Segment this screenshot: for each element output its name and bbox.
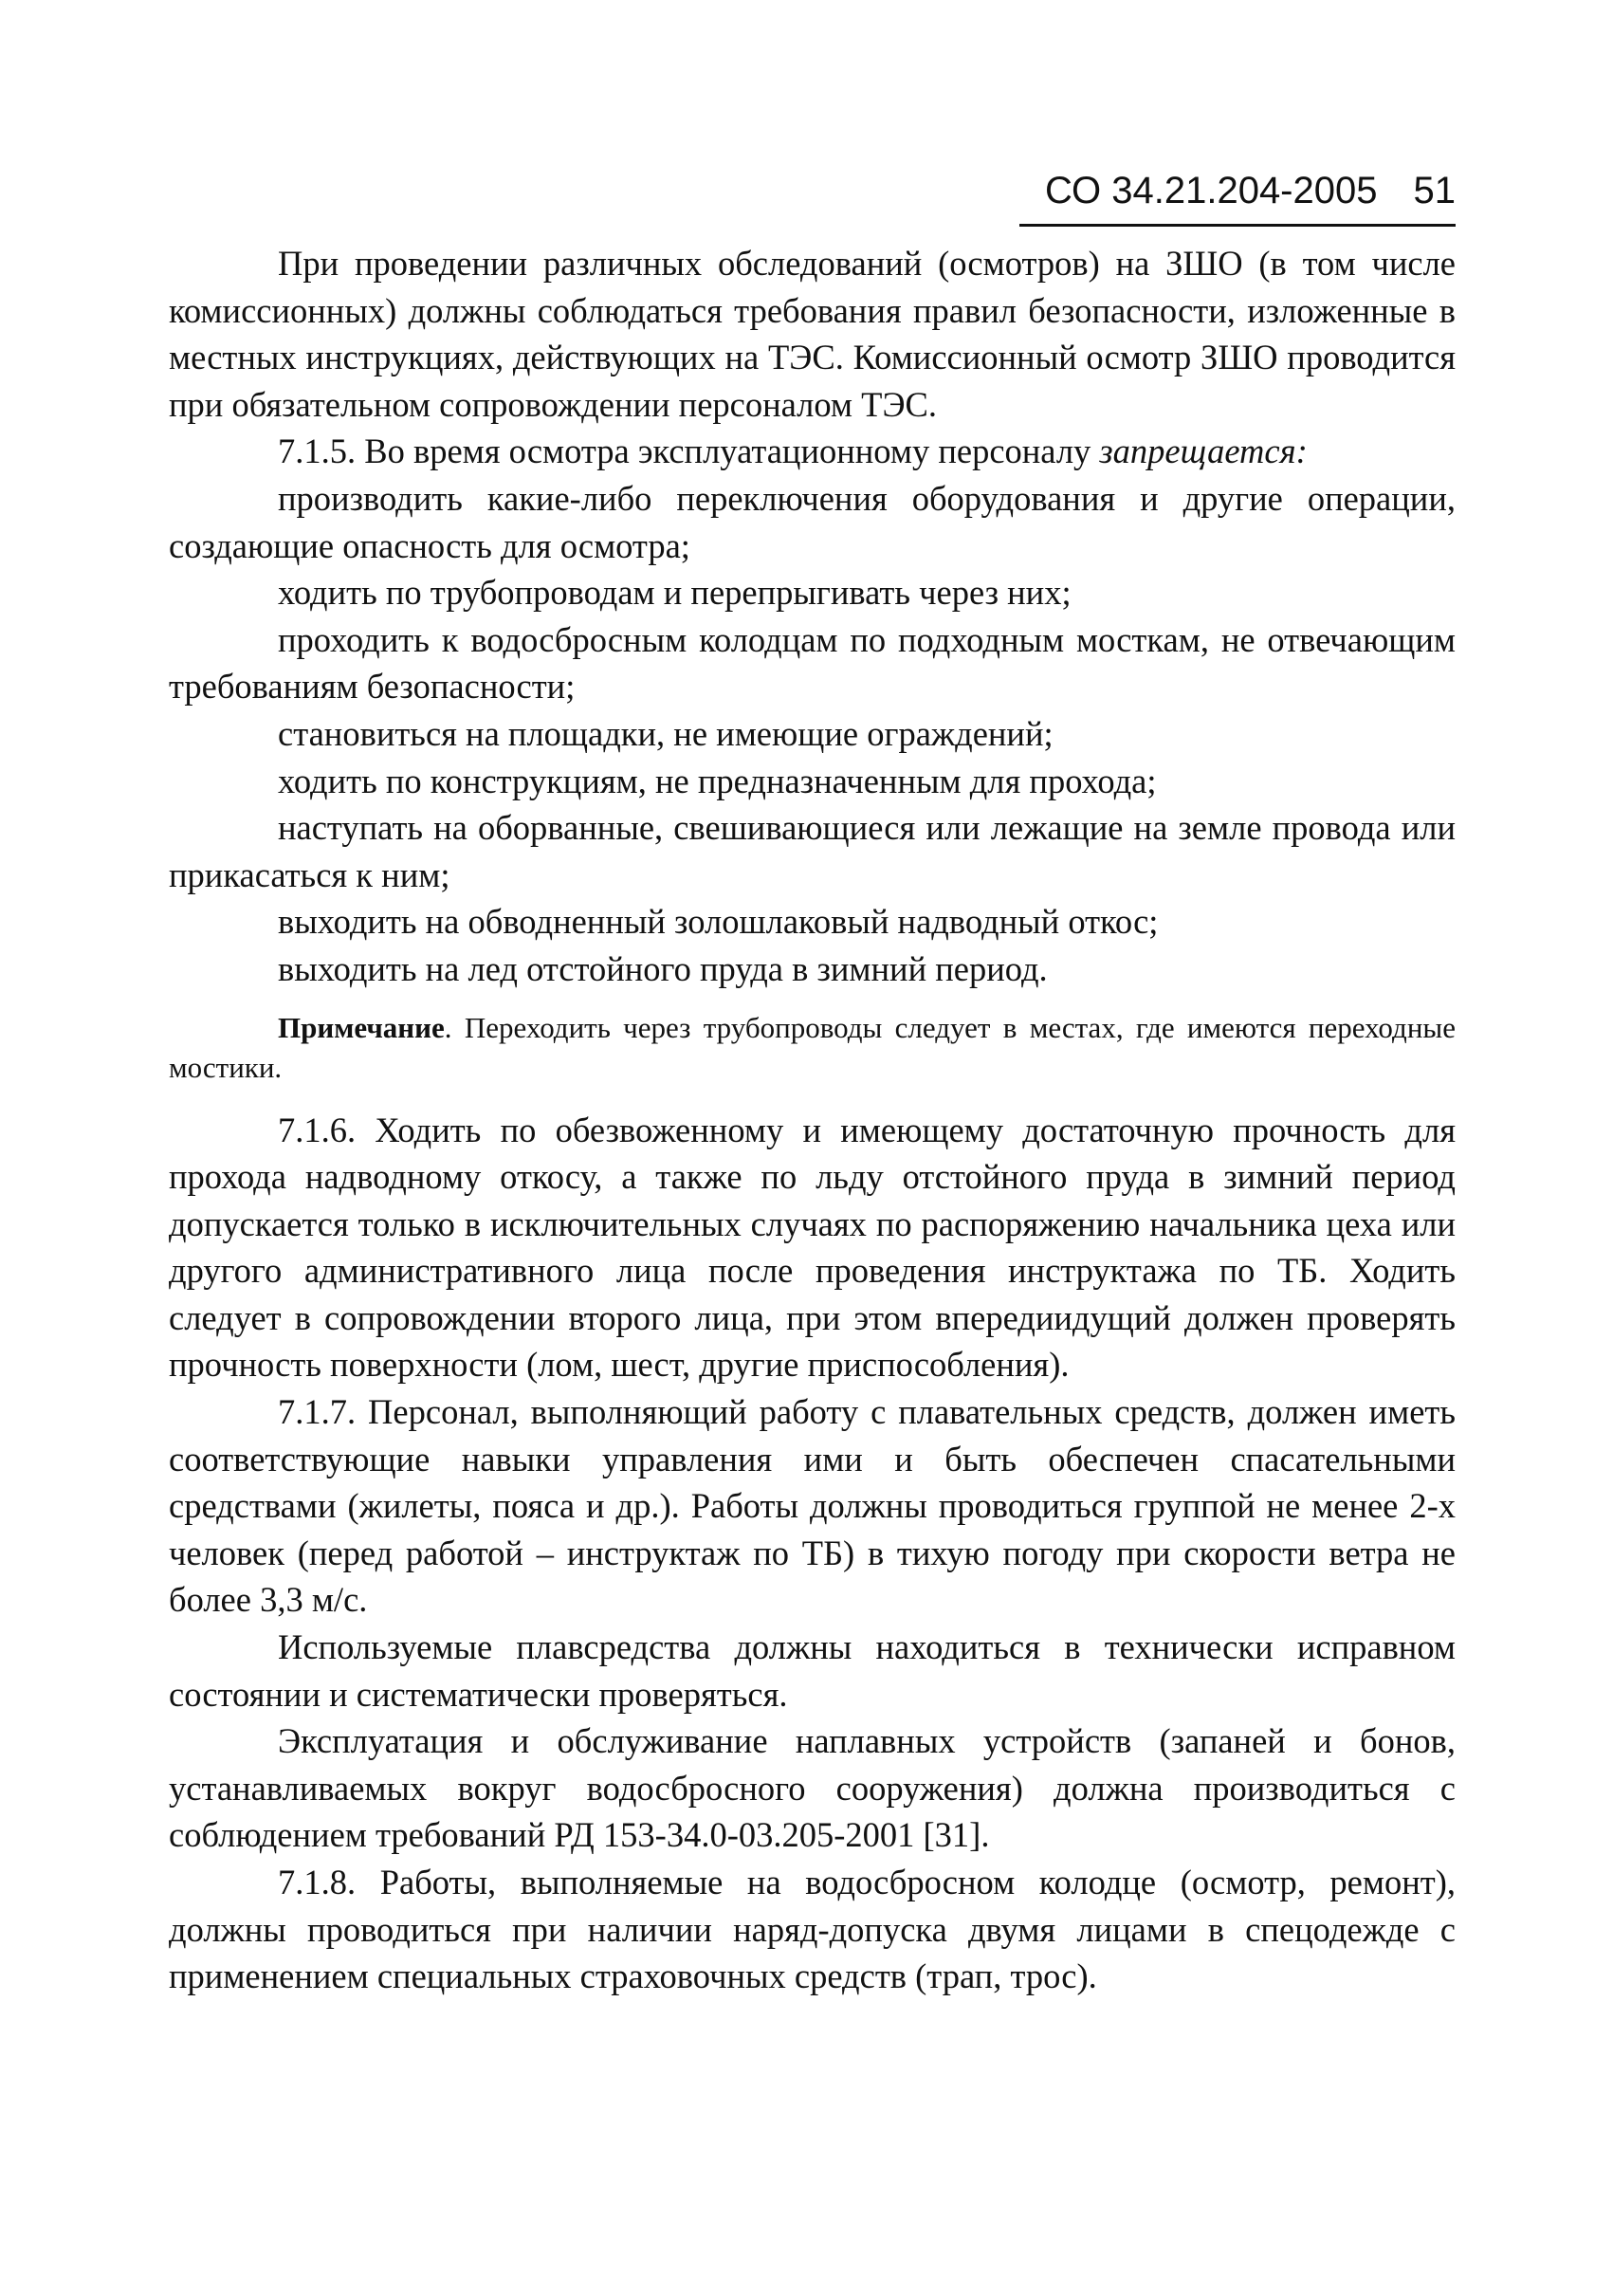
- prohibited-item: выходить на лед отстойного пруда в зимний период.: [278, 948, 1048, 988]
- prohibited-emphasis: запрещается:: [1099, 432, 1308, 471]
- prohibited-item: ходить по конструкциям, не предназначенным для прохода;: [278, 761, 1157, 800]
- paragraph-booms: Эксплуатация и обслуживание наплавных устройств (запаней и бонов, устанавливаемых вокруг водосбросного сооружения) должна производиться с соблюдением требований РД 153-34.0-03.205-2001 [31].: [169, 1721, 1456, 1855]
- prohibited-item: производить какие-либо переключения оборудования и другие операции, создающие опасность для осмотра;: [169, 478, 1456, 565]
- page-content: [169, 240, 1456, 2000]
- page-number: 51: [1413, 170, 1456, 211]
- paragraph-7-1-5-lead: 7.1.5. Во время осмотра эксплуатационному персоналу: [278, 432, 1091, 471]
- prohibited-item: становиться на площадки, не имеющие ограждений;: [278, 713, 1054, 753]
- note-label: Примечание: [278, 1010, 445, 1044]
- note-text: . Переходить через трубопроводы следует в местах, где имеются переходные мостики.: [169, 1010, 1456, 1084]
- prohibited-item: ходить по трубопроводам и перепрыгивать через них;: [278, 573, 1072, 613]
- prohibited-item: выходить на обводненный золошлаковый надводный откос;: [278, 902, 1159, 942]
- document-code: СО 34.21.204-2005: [1045, 170, 1378, 211]
- paragraph-7-1-7: 7.1.7. Персонал, выполняющий работу с плавательных средств, должен иметь соответствующие навыки управления ими и быть обеспечен спасательными средствами (жилеты, пояса и др.). Работы должны проводиться группой не менее 2-х человек (перед работой – инструктаж по ТБ) в тихую погоду при скорости ветра не более 3,3 м/с.: [169, 1392, 1456, 1620]
- paragraph-7-1-5: [169, 428, 1456, 475]
- paragraph-7-1-6: 7.1.6. Ходить по обезвоженному и имеющему достаточную прочность для прохода надводному откосу, а также по льду отстойного пруда в зимний период допускается только в исключительных случаях по распоряжению начальника цеха или другого административного лица после проведения инструктажа по ТБ. Ходить следует в сопровождении второго лица, при этом впередиидущий должен проверять прочность поверхности (лом, шест, другие приспособления).: [169, 1110, 1456, 1385]
- page-header: [1019, 169, 1456, 227]
- prohibited-item: наступать на оборванные, свешивающиеся или лежащие на земле провода или прикасаться к ним;: [169, 808, 1456, 894]
- prohibited-item: проходить к водосбросным колодцам по подходным мосткам, не отвечающим требованиям безопасности;: [169, 619, 1456, 707]
- paragraph-floating-craft: Используемые плавсредства должны находиться в технически исправном состоянии и систематически проверяться.: [169, 1627, 1456, 1714]
- paragraph-inspection-safety: При проведении различных обследований (осмотров) на ЗШО (в том числе комиссионных) должны соблюдаться требования правил безопасности, изложенные в местных инструкциях, действующих на ТЭС. Комиссионный осмотр ЗШО проводится при обязательном сопровождении персоналом ТЭС.: [169, 244, 1456, 424]
- note: [169, 1008, 1456, 1088]
- paragraph-7-1-8: 7.1.8. Работы, выполняемые на водосбросном колодце (осмотр, ремонт), должны проводиться при наличии наряд-допуска двумя лицами в спецодежде с применением специальных страховочных средств (трап, трос).: [169, 1863, 1456, 1996]
